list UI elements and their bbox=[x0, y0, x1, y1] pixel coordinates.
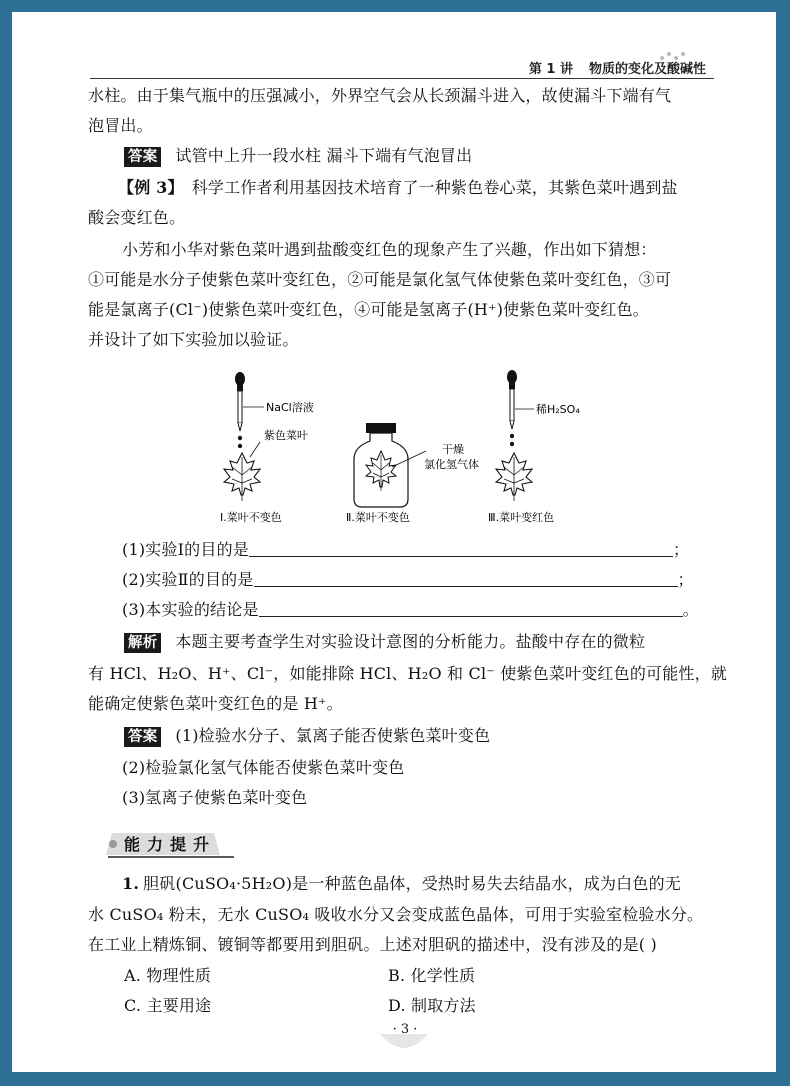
q1-line-2: 水 CuSO₄ 粉末，无水 CuSO₄ 吸收水分又会变成蓝色晶体，可用于实验室检验水分。 bbox=[88, 905, 704, 924]
label-nacl: NaCl溶液 bbox=[266, 401, 314, 414]
label-dry: 干燥 bbox=[442, 443, 464, 456]
label-dilute-h2so4: 稀H₂SO₄ bbox=[536, 403, 580, 416]
analysis-text-1: 本题主要考查学生对实验设计意图的分析能力。盐酸中存在的微粒 bbox=[175, 632, 646, 651]
label-hcl-gas: 氯化氢气体 bbox=[424, 458, 479, 471]
hypothesis-line-2: ①可能是水分子使紫色菜叶变红色，②可能是氯化氢气体使紫色菜叶变红色，③可 bbox=[88, 270, 672, 289]
answer-blank-1[interactable] bbox=[249, 542, 673, 557]
question-1 bbox=[122, 540, 689, 560]
question-3 bbox=[122, 600, 699, 620]
answer-blank-3[interactable] bbox=[259, 602, 683, 617]
answer-2-tag: 答案 bbox=[124, 727, 161, 747]
q1-number: 1. bbox=[122, 874, 140, 893]
hypothesis-line-3: 能是氯离子(Cl⁻)使紫色菜叶变红色，④可能是氢离子(H⁺)使紫色菜叶变红色。 bbox=[88, 300, 649, 319]
lecture-number: 第 1 讲 bbox=[528, 62, 573, 77]
question-3-text: (3)本实验的结论是 bbox=[122, 600, 259, 619]
q1-text-1: 胆矾(CuSO₄·5H₂O)是一种蓝色晶体，受热时易失去结晶水，成为白色的无 bbox=[143, 874, 681, 893]
section-banner bbox=[104, 829, 234, 859]
answer-1 bbox=[124, 146, 472, 167]
page-number-decoration bbox=[380, 1034, 428, 1056]
page bbox=[12, 12, 776, 1072]
section-title: 能力提升 bbox=[124, 835, 217, 854]
analysis-line-3: 能确定使紫色菜叶变红色的是 H⁺。 bbox=[88, 694, 343, 713]
analysis-tag: 解析 bbox=[124, 633, 161, 653]
running-header bbox=[529, 58, 706, 77]
question-2-end: ； bbox=[677, 570, 694, 589]
caption-1: Ⅰ.菜叶不变色 bbox=[220, 511, 282, 524]
answer-2-item-3: (3)氢离子使紫色菜叶变色 bbox=[122, 788, 308, 807]
q1-line-1 bbox=[122, 874, 681, 894]
caption-2: Ⅱ.菜叶不变色 bbox=[346, 511, 410, 524]
answer-1-text: 试管中上升一段水柱 漏斗下端有气泡冒出 bbox=[175, 146, 473, 165]
leaf-3-icon bbox=[496, 453, 532, 501]
option-d[interactable]: D. 制取方法 bbox=[388, 996, 476, 1015]
q1-line-3: 在工业上精炼铜、镀铜等都要用到胆矾。上述对胆矾的描述中，没有涉及的是( ) bbox=[88, 935, 657, 954]
intro-line-1: 水柱。由于集气瓶中的压强减小，外界空气会从长颈漏斗进入，故使漏斗下端有气 bbox=[88, 86, 672, 105]
hypothesis-line-4: 并设计了如下实验加以验证。 bbox=[88, 330, 299, 349]
option-a[interactable]: A. 物理性质 bbox=[124, 966, 212, 985]
question-2 bbox=[122, 570, 694, 590]
gas-jar bbox=[354, 423, 426, 507]
page-number: · 3 · bbox=[392, 1022, 418, 1037]
option-b[interactable]: B. 化学性质 bbox=[388, 966, 476, 985]
experiment-figure bbox=[212, 367, 592, 532]
question-1-end: ； bbox=[673, 540, 690, 559]
answer-2-item-2: (2)检验氯化氢气体能否使紫色菜叶变色 bbox=[122, 758, 405, 777]
question-1-text: (1)实验Ⅰ的目的是 bbox=[122, 540, 249, 559]
dropper-1 bbox=[235, 372, 264, 448]
answer-tag: 答案 bbox=[124, 147, 161, 167]
analysis-line-1 bbox=[124, 632, 645, 653]
lecture-title: 物质的变化及酸碱性 bbox=[588, 62, 706, 77]
question-2-text: (2)实验Ⅱ的目的是 bbox=[122, 570, 254, 589]
analysis-line-2: 有 HCl、H₂O、H⁺、Cl⁻，如能排除 HCl、H₂O 和 Cl⁻ 使紫色菜叶变红色的可能性，就 bbox=[88, 664, 728, 683]
question-3-end: 。 bbox=[682, 600, 699, 619]
answer-2-line-1 bbox=[124, 726, 490, 747]
leaf-1-icon bbox=[224, 453, 260, 501]
option-c[interactable]: C. 主要用途 bbox=[124, 996, 212, 1015]
label-purple-leaf: 紫色菜叶 bbox=[264, 429, 308, 442]
caption-3: Ⅲ.菜叶变红色 bbox=[488, 511, 555, 524]
example-3-line-1 bbox=[118, 178, 678, 198]
answer-blank-2[interactable] bbox=[254, 572, 678, 587]
header-rule bbox=[90, 78, 714, 79]
example-3-text: 科学工作者利用基因技术培育了一种紫色卷心菜，其紫色菜叶遇到盐 bbox=[191, 178, 678, 197]
example-3-line-2: 酸会变红色。 bbox=[88, 208, 186, 227]
example-3-label: 【例 3】 bbox=[118, 178, 184, 197]
answer-2-item-1: (1)检验水分子、氯离子能否使紫色菜叶变色 bbox=[175, 726, 491, 745]
intro-line-2: 泡冒出。 bbox=[88, 116, 153, 135]
dropper-3 bbox=[507, 370, 534, 446]
hypothesis-line-1: 小芳和小华对紫色菜叶遇到盐酸变红色的现象产生了兴趣，作出如下猜想： bbox=[122, 240, 657, 259]
